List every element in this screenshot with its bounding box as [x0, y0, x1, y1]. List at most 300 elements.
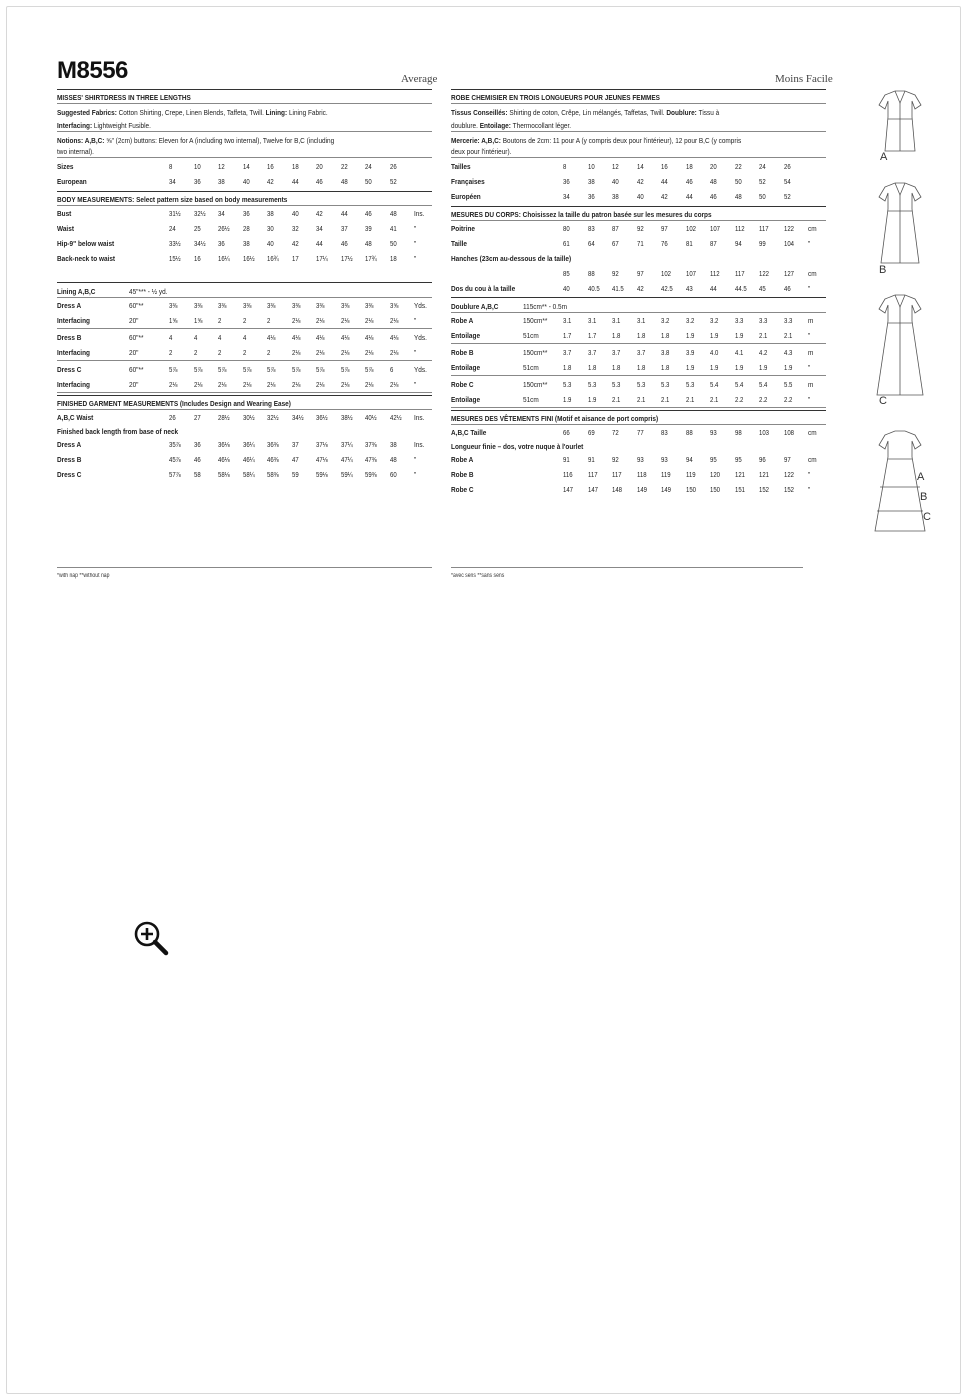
- yardage-row-value: 3.7: [563, 348, 572, 357]
- yardage-row-value: 3⅜: [267, 301, 276, 310]
- body-row-value: 17¼: [316, 254, 328, 263]
- yardage-row-value: 3.9: [685, 348, 694, 357]
- body-row-value: 24: [169, 224, 176, 233]
- yardage-row-value: 3.7: [636, 348, 645, 357]
- finished-length-row-value: 38: [389, 440, 397, 449]
- body-row-value: 31½: [169, 209, 181, 218]
- yardage-row-value: 1.9: [710, 331, 719, 340]
- divider: [57, 328, 432, 329]
- hip-label: Hanches (23cm au-dessous de la taille): [451, 254, 572, 263]
- fabric-width: 150cm**: [523, 316, 548, 325]
- finished-length-row-value: 149: [661, 485, 672, 494]
- yardage-row-value: 1.9: [734, 363, 743, 372]
- lining-label: Doublure:: [666, 108, 699, 117]
- body-row-value: 44: [316, 239, 323, 248]
- yardage-row-value: 2⅛: [169, 380, 178, 389]
- dress-sketch-a: [879, 91, 921, 151]
- lining-yardage: 45"*** - ½ yd.: [129, 287, 168, 296]
- yardage-row-unit: ": [414, 380, 417, 389]
- french-sizes-row-value: 36: [563, 177, 570, 186]
- yardage-row-value: 2: [218, 316, 222, 325]
- finished-length-row-value: 117: [612, 470, 622, 479]
- finished-length-row-value: 46: [193, 455, 201, 464]
- body-row-value: 40: [267, 239, 274, 248]
- divider: [451, 343, 826, 344]
- body-row-value: 81: [685, 239, 693, 248]
- european-sizes-row-value: 42: [661, 192, 668, 201]
- body-row-value: 34: [316, 224, 323, 233]
- finished-length-row-value: 91: [587, 455, 595, 464]
- finished-waist-row-value: 40½: [365, 413, 377, 422]
- yardage-row-value: 3⅜: [242, 301, 251, 310]
- body-row-unit: ": [414, 224, 417, 233]
- yardage-row-value: 1.8: [612, 363, 621, 372]
- finished-length-row-value: 149: [636, 485, 647, 494]
- body-row-value: 16¾: [267, 254, 279, 263]
- body-row-value: 25: [193, 224, 201, 233]
- yardage-row-value: 1.9: [587, 395, 596, 404]
- body-row-value: 112: [734, 224, 745, 233]
- yardage-row-value: 2⅛: [340, 316, 349, 325]
- finished-length-row-value: 47¼: [340, 455, 353, 464]
- footnote-rule: [57, 567, 432, 568]
- body-row-value: 16¼: [218, 254, 230, 263]
- european-sizes-row-value: 34: [563, 192, 570, 201]
- yardage-row-value: 2: [242, 348, 246, 357]
- finished-waist-row-label: A,B,C Waist: [57, 413, 94, 422]
- body-row-value: 87: [710, 239, 717, 248]
- body-row-value: 17¾: [365, 254, 377, 263]
- yardage-row-value: 2⅛: [365, 348, 374, 357]
- notions-text: [57, 136, 334, 145]
- finished-length-row-unit: ": [414, 470, 417, 479]
- divider: [57, 157, 432, 158]
- finished-length-row-value: 147: [563, 485, 574, 494]
- body-row-value: 76: [661, 239, 668, 248]
- sizes-row-value: 26: [389, 162, 397, 171]
- yardage-row-value: 3⅜: [291, 301, 300, 310]
- body-row-label: Poitrine: [451, 224, 476, 233]
- back-row-value: 44.5: [734, 284, 747, 293]
- finished-length-row-value: 47⅛: [316, 455, 328, 464]
- finished-waist-row-value: 77: [636, 428, 644, 437]
- finished-length-row-unit: ": [414, 455, 417, 464]
- lining-value: Tissu à: [698, 108, 720, 117]
- body-row-value: 97: [661, 224, 668, 233]
- finished-length-row-value: 58: [193, 470, 201, 479]
- finished-length-row-label: Robe A: [451, 455, 474, 464]
- yardage-row-value: 4: [218, 333, 222, 342]
- yardage-row-value: 5⅞: [316, 365, 325, 374]
- sizes-row-value: 8: [563, 162, 567, 171]
- hip-row-value: 107: [685, 269, 696, 278]
- finished-length-row-value: 35⅞: [169, 440, 181, 449]
- european-sizes-row-value: 44: [685, 192, 693, 201]
- european-sizes-row-value: 36: [587, 192, 595, 201]
- body-row-value: 38: [242, 239, 250, 248]
- divider: [451, 375, 826, 376]
- yardage-row-value: 4: [193, 333, 197, 342]
- divider: [57, 282, 432, 283]
- divider: [451, 131, 826, 132]
- hip-row-value: 122: [759, 269, 770, 278]
- finished-length-row-value: 59⅜: [365, 470, 377, 479]
- interfacing-text: [451, 121, 571, 130]
- yardage-row-value: 4⅛: [389, 333, 398, 342]
- yardage-row-value: 4.3: [783, 348, 792, 357]
- fabric-width: 150cm**: [523, 380, 548, 389]
- yardage-row-label: Robe A: [451, 316, 474, 325]
- finished-waist-row-value: 98: [734, 428, 742, 437]
- finished-length-row-value: 57⅞: [169, 470, 181, 479]
- hip-row-value: 88: [587, 269, 595, 278]
- yardage-row-value: 4.0: [710, 348, 719, 357]
- footnote-rule: [451, 567, 803, 568]
- european-sizes-row-value: 44: [291, 177, 299, 186]
- finished-length-row-value: 60: [389, 470, 397, 479]
- view-label-b: B: [879, 264, 887, 276]
- finished-length-row-value: 94: [685, 455, 693, 464]
- finished-length-row-value: 36⅛: [218, 440, 230, 449]
- yardage-row-label: Dress B: [57, 333, 82, 342]
- yardage-row-unit: ": [808, 331, 811, 340]
- european-sizes-row-value: 48: [340, 177, 348, 186]
- body-row-value: 16: [193, 254, 201, 263]
- body-row-value: 83: [587, 224, 595, 233]
- yardage-row-value: 2⅛: [267, 380, 276, 389]
- yardage-row-label: Robe C: [451, 380, 474, 389]
- view-label-c: C: [879, 395, 887, 407]
- finished-length-row-value: 97: [783, 455, 791, 464]
- hip-row-value: 85: [563, 269, 570, 278]
- section-title: ROBE CHEMISIER EN TROIS LONGUEURS POUR JEUNES FEMMES: [451, 93, 660, 102]
- finished-length-row-value: 118: [636, 470, 647, 479]
- fabrics-value: Shirting de coton, Crêpe, Lin mélangés, Taffetas, Twill.: [509, 108, 667, 117]
- sizes-row-value: 24: [759, 162, 766, 171]
- yardage-row-value: 3⅜: [218, 301, 227, 310]
- french-sizes-row-value: 42: [636, 177, 644, 186]
- sizes-row-value: 10: [193, 162, 201, 171]
- yardage-row-unit: ": [808, 363, 811, 372]
- finished-length-row-value: 46¼: [242, 455, 255, 464]
- lining-label: Lining:: [265, 108, 289, 117]
- finished-length-row-value: 58⅜: [267, 470, 279, 479]
- yardage-row-value: 4.2: [759, 348, 768, 357]
- finished-waist-row-value: 93: [710, 428, 717, 437]
- yardage-row-unit: Yds.: [414, 365, 427, 374]
- pattern-envelope-back: [6, 6, 961, 1394]
- european-sizes-row-value: 40: [636, 192, 644, 201]
- lining-heading: Lining A,B,C: [57, 287, 96, 296]
- notions-text: [451, 136, 741, 145]
- finished-waist-row-value: 88: [685, 428, 693, 437]
- french-sizes-row-value: 50: [734, 177, 742, 186]
- yardage-row-label: Dress A: [57, 301, 82, 310]
- european-sizes-row-value: 36: [193, 177, 201, 186]
- yardage-row-value: 3.7: [612, 348, 621, 357]
- hip-row-value: 112: [710, 269, 720, 278]
- yardage-row-value: 5⅞: [242, 365, 251, 374]
- body-row-value: 42: [316, 209, 323, 218]
- yardage-row-value: 1.9: [685, 331, 694, 340]
- back-row-value: 43: [685, 284, 693, 293]
- finished-length-row-value: 150: [710, 485, 721, 494]
- finished-length-row-value: 119: [685, 470, 696, 479]
- finished-length-row-value: 37¼: [340, 440, 353, 449]
- zoom-in-icon[interactable]: [132, 919, 172, 959]
- body-row-unit: ": [414, 239, 417, 248]
- body-row-value: 67: [612, 239, 619, 248]
- yardage-row-value: 3.3: [759, 316, 768, 325]
- divider: [451, 407, 826, 408]
- yardage-row-value: 3.1: [636, 316, 645, 325]
- european-sizes-row-value: 42: [267, 177, 274, 186]
- finished-waist-row-value: 38½: [340, 413, 353, 422]
- yardage-row-label: Interfacing: [57, 348, 90, 357]
- sizes-row-value: 14: [636, 162, 644, 171]
- european-sizes-row-value: 50: [365, 177, 372, 186]
- finished-length-row-value: 46⅜: [267, 455, 279, 464]
- yardage-row-value: 3.3: [734, 316, 743, 325]
- yardage-row-value: 2.1: [612, 395, 621, 404]
- notions-value: ⅝" (2cm) buttons: Eleven for A (including two internal), Twelve for B,C (including: [106, 136, 335, 145]
- yardage-row-value: 4: [242, 333, 246, 342]
- finished-length-row-value: 58¼: [242, 470, 255, 479]
- notions-value-cont: deux pour l'intérieur).: [451, 147, 512, 156]
- yardage-row-value: 2⅛: [316, 380, 325, 389]
- divider: [451, 220, 826, 221]
- fabric-width: 51cm: [523, 395, 539, 404]
- lining-heading: Doublure A,B,C: [451, 302, 499, 311]
- sizes-row-value: 12: [612, 162, 619, 171]
- body-row-value: 40: [291, 209, 299, 218]
- divider: [451, 312, 826, 313]
- european-sizes-row-value: 38: [612, 192, 619, 201]
- fabric-width: 20": [129, 348, 139, 357]
- french-sizes-row-value: 44: [661, 177, 668, 186]
- yardage-row-value: 2⅛: [365, 316, 374, 325]
- yardage-row-label: Dress C: [57, 365, 82, 374]
- divider: [451, 157, 826, 158]
- french-sizes-row-label: Françaises: [451, 177, 485, 186]
- hip-row-value: 97: [636, 269, 644, 278]
- yardage-row-label: Interfacing: [57, 380, 90, 389]
- interfacing-label: Entoilage:: [479, 121, 513, 130]
- hip-row-value: 92: [612, 269, 619, 278]
- finished-waist-row-label: A,B,C Taille: [451, 428, 487, 437]
- yardage-row-value: 5.3: [661, 380, 670, 389]
- body-row-unit: cm: [808, 224, 817, 233]
- yardage-row-value: 3.1: [587, 316, 596, 325]
- finished-length-row-value: 152: [783, 485, 794, 494]
- dress-sketch-b: [879, 183, 921, 263]
- yardage-row-value: 4⅛: [291, 333, 300, 342]
- yardage-row-unit: m: [808, 348, 814, 357]
- finished-length-row-label: Robe B: [451, 470, 474, 479]
- dress-sketches: [855, 87, 945, 547]
- yardage-row-value: 5⅞: [218, 365, 227, 374]
- finished-length-row-value: 59¼: [340, 470, 353, 479]
- back-row-unit: ": [808, 284, 811, 293]
- yardage-row-value: 2⅛: [316, 348, 325, 357]
- sizes-row-value: 18: [685, 162, 693, 171]
- european-sizes-row-label: Européen: [451, 192, 481, 201]
- yardage-row-value: 1.9: [783, 363, 792, 372]
- yardage-row-value: 3⅜: [340, 301, 349, 310]
- yardage-row-value: 5.4: [759, 380, 768, 389]
- view-label-bottom-c: C: [923, 511, 931, 523]
- finished-measurements-heading: FINISHED GARMENT MEASUREMENTS (Includes Design and Wearing Ease): [57, 399, 291, 408]
- french-sizes-row-value: 46: [685, 177, 693, 186]
- yardage-row-value: 4⅛: [316, 333, 325, 342]
- fabrics-label: Suggested Fabrics:: [57, 108, 119, 117]
- footnote: *avec sens **sans sens: [451, 573, 505, 579]
- yardage-row-value: 3.2: [661, 316, 670, 325]
- body-row-value: 104: [783, 239, 794, 248]
- body-row-value: 61: [563, 239, 570, 248]
- yardage-row-value: 1.8: [563, 363, 572, 372]
- yardage-row-value: 2.2: [734, 395, 743, 404]
- sizes-row-value: 20: [710, 162, 717, 171]
- divider: [451, 424, 826, 425]
- hip-row-value: 117: [734, 269, 745, 278]
- divider: [57, 297, 432, 298]
- yardage-row-unit: Yds.: [414, 333, 427, 342]
- difficulty-en: Average: [401, 73, 438, 85]
- divider: [57, 360, 432, 361]
- fabrics-label: Tissus Conseillés:: [451, 108, 510, 117]
- finished-length-row-value: 91: [563, 455, 570, 464]
- yardage-row-value: 2.2: [783, 395, 792, 404]
- title-underline: [57, 103, 432, 104]
- body-row-value: 34: [218, 209, 225, 218]
- yardage-row-value: 3.1: [563, 316, 572, 325]
- yardage-row-value: 3⅜: [316, 301, 325, 310]
- yardage-row-label: Interfacing: [57, 316, 90, 325]
- sizes-row-value: 8: [169, 162, 173, 171]
- body-row-label: Bust: [57, 209, 72, 218]
- finished-length-row-value: 119: [661, 470, 671, 479]
- european-sizes-row-value: 50: [759, 192, 766, 201]
- sizes-row-value: 24: [365, 162, 372, 171]
- body-measurements-heading: BODY MEASUREMENTS: Select pattern size based on body measurements: [57, 195, 288, 204]
- finished-length-row-value: 36⅜: [267, 440, 279, 449]
- back-row-value: 44: [710, 284, 717, 293]
- sizes-row-value: 26: [783, 162, 791, 171]
- back-row-label: Dos du cou à la taille: [451, 284, 516, 293]
- body-row-value: 32: [291, 224, 299, 233]
- back-row-value: 41.5: [612, 284, 624, 293]
- yardage-row-value: 5.5: [783, 380, 792, 389]
- yardage-row-value: 3⅜: [365, 301, 374, 310]
- view-label-bottom-a: A: [917, 471, 925, 483]
- yardage-row-label: Entoilage: [451, 363, 481, 372]
- body-row-value: 92: [636, 224, 644, 233]
- yardage-row-value: 1.8: [636, 363, 645, 372]
- yardage-row-value: 3⅜: [193, 301, 202, 310]
- yardage-row-value: 2⅛: [218, 380, 227, 389]
- yardage-row-value: 2.1: [783, 331, 792, 340]
- hip-row-unit: cm: [808, 269, 817, 278]
- yardage-row-value: 4⅛: [340, 333, 349, 342]
- yardage-row-value: 1.8: [661, 363, 670, 372]
- yardage-row-value: 2: [193, 348, 197, 357]
- finished-waist-row-unit: Ins.: [414, 413, 425, 422]
- sizes-row-value: 16: [661, 162, 668, 171]
- yardage-row-value: 5.3: [612, 380, 621, 389]
- finished-waist-row-value: 26: [169, 413, 176, 422]
- french-sizes-row-value: 40: [612, 177, 619, 186]
- european-sizes-row-value: 40: [242, 177, 250, 186]
- fabrics-value: Cotton Shirting, Crepe, Linen Blends, Taffeta, Twill.: [118, 108, 266, 117]
- yardage-row-value: 3.2: [685, 316, 694, 325]
- body-row-value: 38: [267, 209, 274, 218]
- body-row-value: 16½: [242, 254, 255, 263]
- finished-length-row-value: 37: [291, 440, 299, 449]
- section-title: MISSES' SHIRTDRESS IN THREE LENGTHS: [57, 93, 191, 102]
- yardage-row-value: 5.4: [710, 380, 719, 389]
- lining-value-cont: doublure.: [451, 121, 480, 130]
- yardage-row-value: 4: [169, 333, 173, 342]
- finished-waist-row-value: 34½: [291, 413, 304, 422]
- body-row-value: 64: [587, 239, 595, 248]
- notions-label: Notions: A,B,C:: [57, 136, 107, 145]
- interfacing-value: Thermocollant léger.: [512, 121, 572, 130]
- finished-length-row-value: 48: [389, 455, 397, 464]
- divider: [451, 410, 826, 411]
- body-row-value: 36: [242, 209, 250, 218]
- body-row-label: Waist: [57, 224, 74, 233]
- finished-waist-row-value: 36½: [316, 413, 328, 422]
- yardage-row-value: 5.3: [685, 380, 694, 389]
- sizes-row-value: 14: [242, 162, 250, 171]
- finished-measurements-heading: MESURES DES VÊTEMENTS FINI (Motif et aisance de port compris): [451, 414, 659, 423]
- sizes-row-value: 16: [267, 162, 274, 171]
- body-row-value: 99: [759, 239, 766, 248]
- yardage-row-value: 5.4: [734, 380, 743, 389]
- interfacing-text: [57, 121, 151, 130]
- finished-length-row-value: 151: [734, 485, 745, 494]
- yardage-row-value: 2: [242, 316, 246, 325]
- yardage-row-value: 2⅛: [365, 380, 374, 389]
- yardage-row-value: 2.1: [710, 395, 719, 404]
- body-row-value: 122: [783, 224, 794, 233]
- fabric-width: 51cm: [523, 363, 539, 372]
- yardage-row-value: 3.8: [661, 348, 670, 357]
- yardage-row-unit: m: [808, 316, 814, 325]
- sizes-row-value: 20: [316, 162, 323, 171]
- interfacing-label: Interfacing:: [57, 121, 94, 130]
- finished-length-heading: Finished back length from base of neck: [57, 427, 179, 436]
- divider: [451, 297, 826, 298]
- yardage-row-value: 3.3: [783, 316, 792, 325]
- yardage-row-label: Entoilage: [451, 331, 481, 340]
- yardage-row-unit: m: [808, 380, 814, 389]
- finished-length-row-value: 121: [734, 470, 745, 479]
- body-row-value: 48: [389, 209, 397, 218]
- yardage-row-value: 2⅛: [316, 316, 325, 325]
- yardage-row-value: 2⅛: [389, 380, 398, 389]
- yardage-row-value: 2⅛: [291, 348, 300, 357]
- body-row-label: Hip-9" below waist: [57, 239, 115, 248]
- body-row-value: 87: [612, 224, 619, 233]
- european-sizes-row-value: 52: [783, 192, 791, 201]
- sizes-row-value: 22: [734, 162, 742, 171]
- finished-length-row-value: 58⅛: [218, 470, 230, 479]
- section-top-rule: [57, 89, 432, 90]
- finished-length-row-unit: Ins.: [414, 440, 425, 449]
- yardage-row-value: 1⅝: [193, 316, 202, 325]
